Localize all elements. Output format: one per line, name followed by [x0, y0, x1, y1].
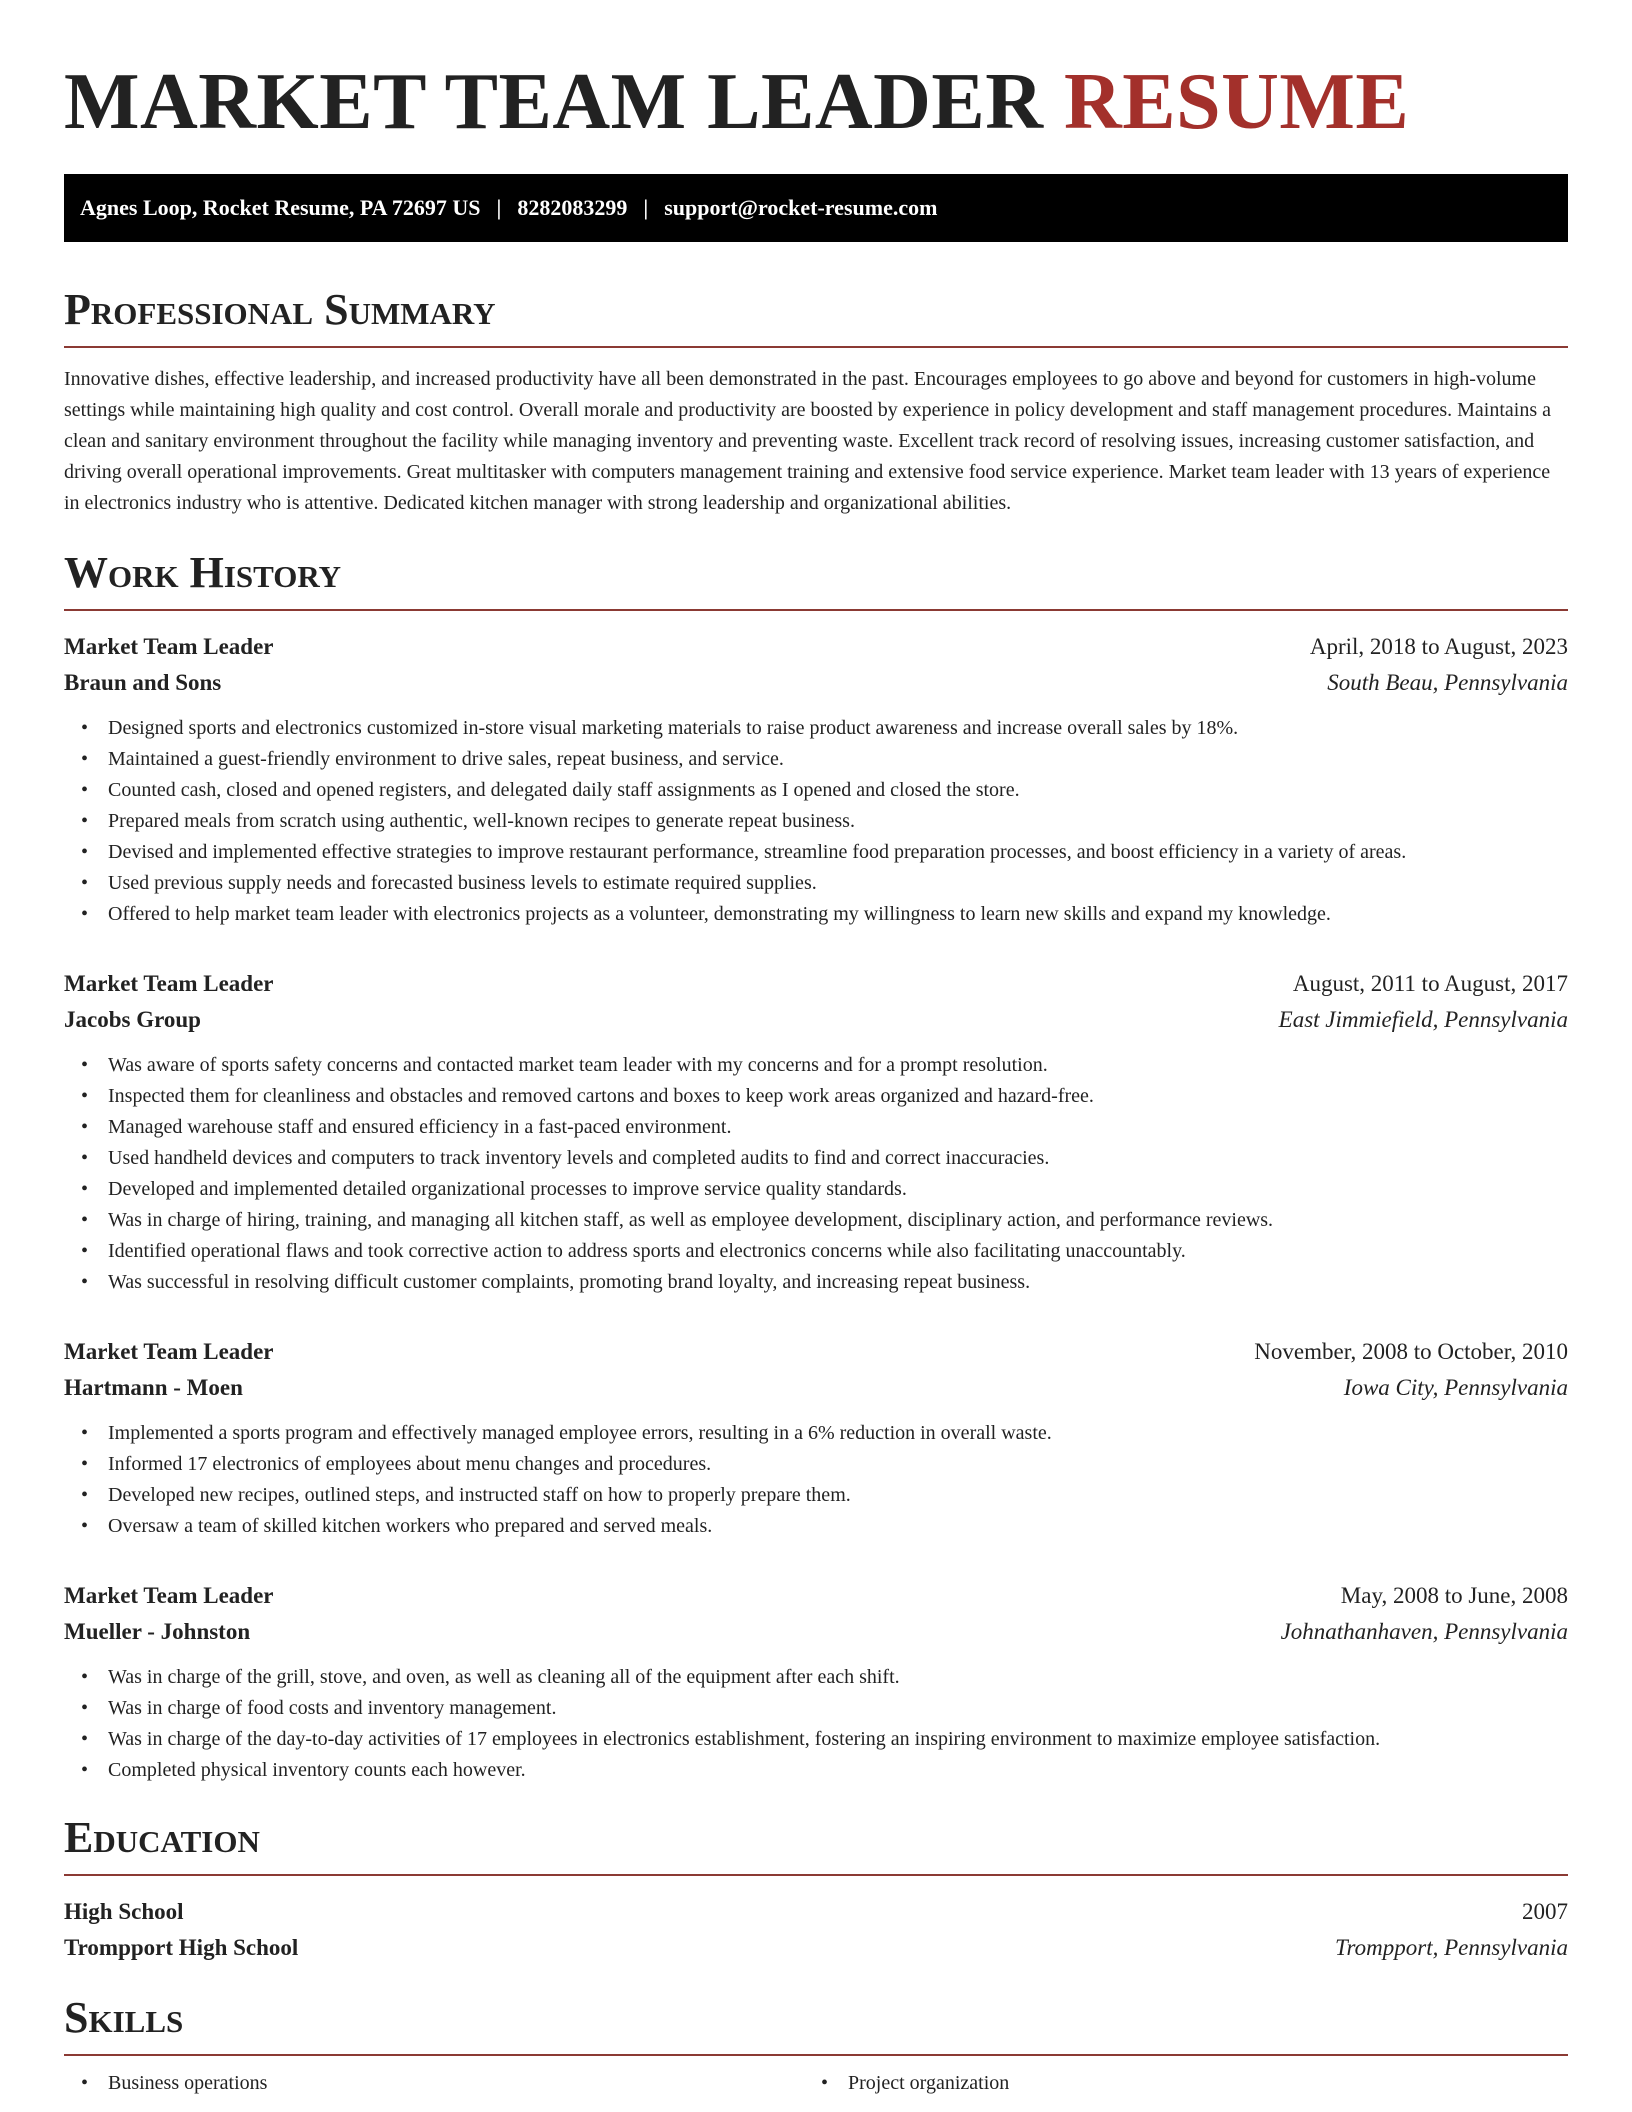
contact-phone: 8282083299 [517, 195, 628, 220]
job-title-row [64, 1578, 1568, 1614]
job-bullets [64, 1662, 1568, 1786]
skill-item: • Business operations [64, 2068, 804, 2099]
contact-bar [64, 174, 1568, 242]
contact-address: Agnes Loop, Rocket Resume, PA 72697 US [80, 195, 481, 220]
education-degree: High School [64, 1899, 184, 1924]
job-dates: April, 2018 to August, 2023 [1309, 634, 1568, 659]
job-bullet: • Was in charge of the day-to-day activities of 17 employees in electronics establishment, fostering an inspiring environment to maximize employee satisfaction. [64, 1724, 1568, 1755]
job-bullet: • Managed warehouse staff and ensured efficiency in a fast-paced environment. [64, 1112, 1568, 1143]
job-title: Market Team Leader [64, 971, 274, 996]
job-dates: August, 2011 to August, 2017 [1292, 971, 1568, 996]
job-bullet: • Completed physical inventory counts each however. [64, 1755, 1568, 1786]
contact-email: support@rocket-resume.com [664, 195, 938, 220]
job-bullet: • Prepared meals from scratch using authentic, well-known recipes to generate repeat business. [64, 806, 1568, 837]
job-company: Hartmann - Moen [64, 1375, 243, 1400]
education-location: Trompport, Pennsylvania [1335, 1935, 1568, 1960]
job-location: South Beau, Pennsylvania [1327, 670, 1568, 695]
job-title: Market Team Leader [64, 1583, 274, 1608]
education-heading: Education [64, 1812, 1568, 1876]
job-location: East Jimmiefield, Pennsylvania [1278, 1007, 1568, 1032]
summary-text: Innovative dishes, effective leadership, and increased productivity have all been demonstrated in the past. Encourages employees to go above and beyond for customers in high-volume settings while maintaining high quality and cost control. Overall morale and productivity are boosted by experience in policy development and staff management procedures. Maintains a clean and sanitary environment throughout the facility while managing inventory and preventing waste. Excellent track record of resolving issues, increasing customer satisfaction, and driving overall operational improvements. Great multitasker with computers management training and extensive food service experience. Market team leader with 13 years of experience in electronics industry who is attentive. Dedicated kitchen manager with strong leadership and organizational abilities. [64, 368, 1551, 514]
education-year: 2007 [1522, 1899, 1568, 1924]
contact-separator: | [496, 195, 502, 220]
education-school: Trompport High School [64, 1935, 299, 1960]
job-dates: May, 2008 to June, 2008 [1340, 1583, 1568, 1608]
job-title-row [64, 1334, 1568, 1370]
job-location: Iowa City, Pennsylvania [1343, 1375, 1568, 1400]
job-bullet: • Used previous supply needs and forecasted business levels to estimate required supplies. [64, 868, 1568, 899]
job-bullet: • Used handheld devices and computers to track inventory levels and completed audits to find and correct inaccuracies. [64, 1143, 1568, 1174]
education-entry [64, 1894, 1568, 1966]
education-school-row [64, 1930, 1568, 1966]
title-main: MARKET TEAM LEADER [64, 58, 1044, 146]
title-accent: RESUME [1064, 58, 1410, 146]
skills-column-right [804, 2068, 1568, 2099]
job-entry [64, 629, 1568, 930]
job-title-row [64, 629, 1568, 665]
job-bullets [64, 1050, 1568, 1298]
job-dates: November, 2008 to October, 2010 [1254, 1339, 1568, 1364]
job-bullet: • Counted cash, closed and opened registers, and delegated daily staff assignments as I opened and closed the store. [64, 775, 1568, 806]
job-title: Market Team Leader [64, 1339, 274, 1364]
job-company: Jacobs Group [64, 1007, 201, 1032]
job-company: Braun and Sons [64, 670, 222, 695]
job-bullet: • Offered to help market team leader with electronics projects as a volunteer, demonstrating my willingness to learn new skills and expand my knowledge. [64, 899, 1568, 930]
job-company: Mueller - Johnston [64, 1619, 251, 1644]
job-bullet: • Identified operational flaws and took corrective action to address sports and electronics concerns while also facilitating unaccountably. [64, 1236, 1568, 1267]
skills-heading: Skills [64, 1992, 1568, 2056]
job-title: Market Team Leader [64, 634, 274, 659]
job-company-row [64, 1614, 1568, 1650]
work-history-heading: Work History [64, 547, 1568, 611]
job-bullets [64, 1418, 1568, 1542]
skill-item: • Project organization [804, 2068, 1568, 2099]
job-bullet: • Developed new recipes, outlined steps, and instructed staff on how to properly prepare them. [64, 1480, 1568, 1511]
job-bullet: • Was successful in resolving difficult customer complaints, promoting brand loyalty, and increasing repeat business. [64, 1267, 1568, 1298]
job-bullet: • Was aware of sports safety concerns and contacted market team leader with my concerns and for a prompt resolution. [64, 1050, 1568, 1081]
job-bullets [64, 713, 1568, 930]
job-bullet: • Was in charge of the grill, stove, and oven, as well as cleaning all of the equipment after each shift. [64, 1662, 1568, 1693]
job-bullet: • Designed sports and electronics customized in-store visual marketing materials to raise product awareness and increase overall sales by 18%. [64, 713, 1568, 744]
job-entry [64, 1334, 1568, 1542]
job-company-row [64, 665, 1568, 701]
job-entry [64, 1578, 1568, 1786]
job-company-row [64, 1370, 1568, 1406]
skills-list [64, 2068, 1568, 2099]
job-entry [64, 966, 1568, 1298]
job-company-row [64, 1002, 1568, 1038]
job-bullet: • Oversaw a team of skilled kitchen workers who prepared and served meals. [64, 1511, 1568, 1542]
job-bullet: • Was in charge of hiring, training, and managing all kitchen staff, as well as employee development, disciplinary action, and performance reviews. [64, 1205, 1568, 1236]
job-bullet: • Implemented a sports program and effectively managed employee errors, resulting in a 6% reduction in overall waste. [64, 1418, 1568, 1449]
skills-column-left [64, 2068, 804, 2099]
contact-separator: | [643, 195, 649, 220]
job-title-row [64, 966, 1568, 1002]
job-bullet: • Developed and implemented detailed organizational processes to improve service quality standards. [64, 1174, 1568, 1205]
resume-title [64, 56, 1568, 148]
job-bullet: • Inspected them for cleanliness and obstacles and removed cartons and boxes to keep work areas organized and hazard-free. [64, 1081, 1568, 1112]
summary-heading: Professional Summary [64, 284, 1568, 348]
job-bullet: • Maintained a guest-friendly environment to drive sales, repeat business, and service. [64, 744, 1568, 775]
job-location: Johnathanhaven, Pennsylvania [1280, 1619, 1568, 1644]
job-bullet: • Devised and implemented effective strategies to improve restaurant performance, streamline food preparation processes, and boost efficiency in a variety of areas. [64, 837, 1568, 868]
job-bullet: • Informed 17 electronics of employees about menu changes and procedures. [64, 1449, 1568, 1480]
job-bullet: • Was in charge of food costs and inventory management. [64, 1693, 1568, 1724]
education-degree-row [64, 1894, 1568, 1930]
